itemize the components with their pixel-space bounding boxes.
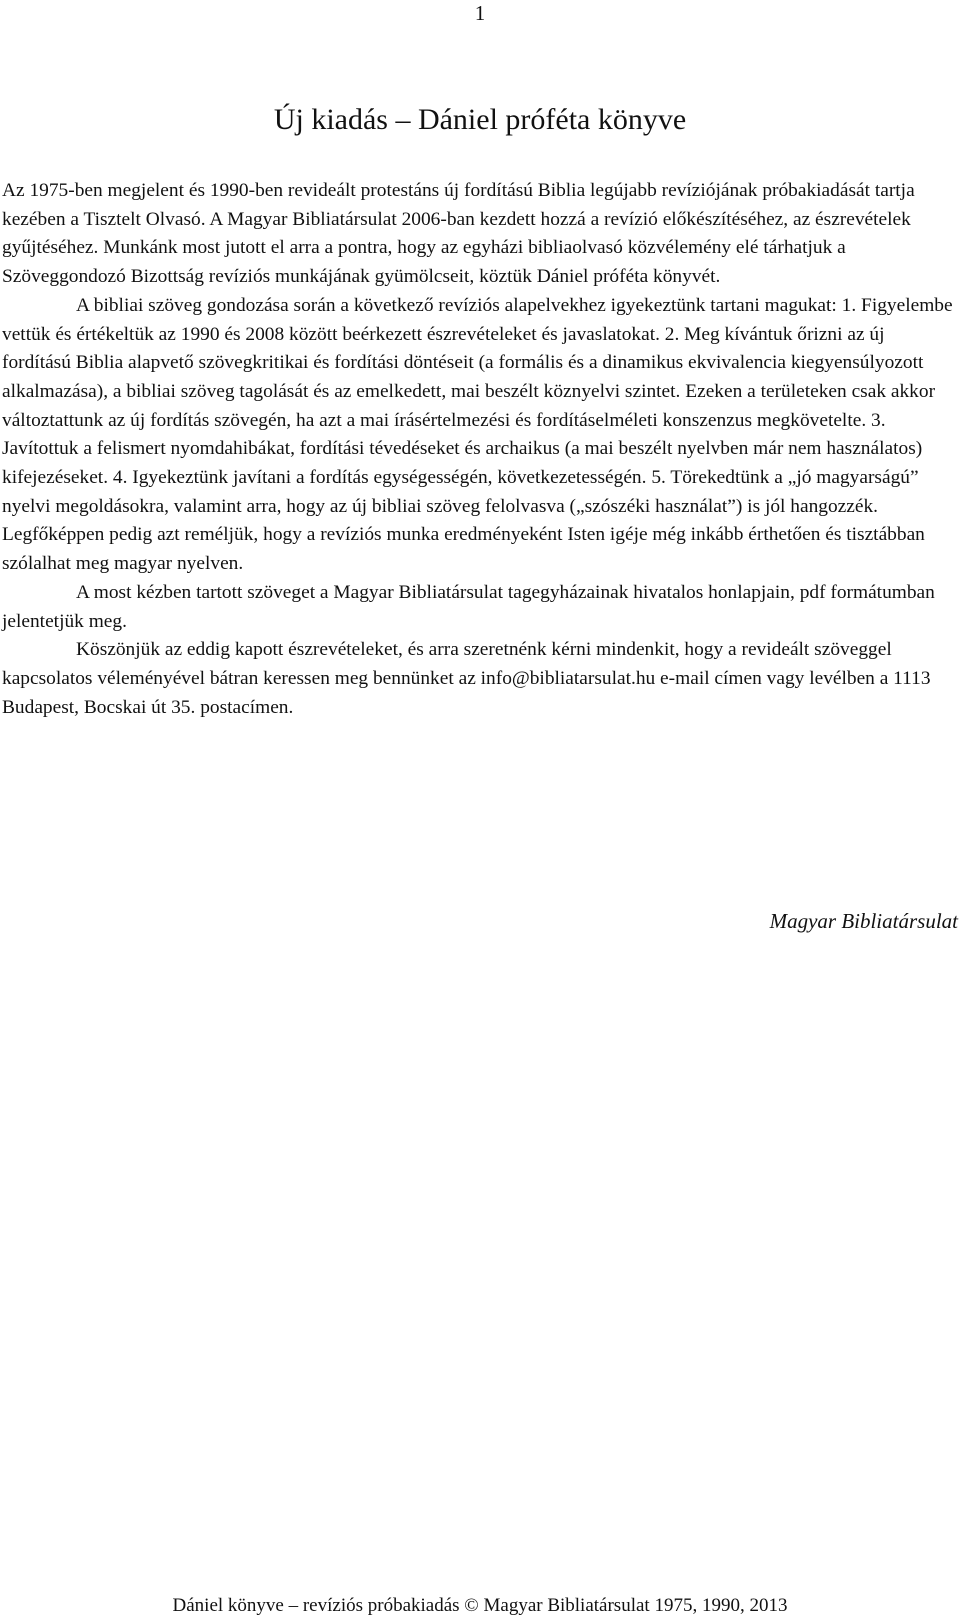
page-number: 1 (474, 1, 486, 25)
signature: Magyar Bibliatársulat (769, 909, 958, 933)
paragraph-principles: A bibliai szöveg gondozása során a következő revíziós alapelvekhez igyekeztünk tartani magukat: 1. Figyelembe vettük és értékeltük az 1990 és 2008 között beérkezett észrevételeket és javaslatokat. 2. Meg kívántuk őrizni az új fordítású Biblia alapvető szövegkritikai és fordítási döntéseit (a formális és a dinamikus ekvivalencia kiegyensúlyozott alkalmazása), a bibliai szöveg tagolását és az emelkedett, mai beszélt köznyelvi szintet. Ezeken a területeken csak akkor változtattunk az új fordítás szövegén, ha azt a mai írásértelmezési és fordításelméleti konszenzus megkövetelte. 3. Javítottuk a felismert nyomdahibákat, fordítási tévedéseket és archaikus (a mai beszélt nyelvben már nem használatos) kifejezéseket. 4. Igyekeztünk javítani a fordítás egységességén, következetességén. 5. Törekedtünk a „jó magyarságú” nyelvi megoldásokra, valamint arra, hogy az új bibliai szöveg felolvasva („szószéki használat”) is jól hangozzék. Legfőképpen pedig azt reméljük, hogy a revíziós munka eredményeként Isten igéje még inkább érthetően és tisztábban szólalhat meg magyar nyelven. (2, 294, 953, 575)
paragraph-publication: A most kézben tartott szöveget a Magyar Bibliatársulat tagegyházainak hivatalos honlapjain, pdf formátumban jelentetjük meg. (2, 581, 935, 632)
paragraph-thanks: Köszönjük az eddig kapott észrevételeket, és arra szeretnénk kérni mindenkit, hogy a revideált szöveggel kapcsolatos véleményével bátran keressen meg bennünket az info@bibliatarsulat.hu e-mail címen vagy levélben a 1113 Budapest, Bocskai út 35. postacímen. (2, 639, 931, 718)
page-footer: Dániel könyve – revíziós próbakiadás © Magyar Bibliatársulat 1975, 1990, 2013 (172, 1595, 788, 1616)
document-title: Új kiadás – Dániel próféta könyve (273, 103, 687, 136)
document-body (2, 177, 958, 722)
paragraph-intro: Az 1975-ben megjelent és 1990-ben revideált protestáns új fordítású Biblia legújabb revíziójának próbakiadását tartja kezében a Tisztelt Olvasó. A Magyar Bibliatársulat 2006-ban kezdett hozzá a revízió előkészítéséhez, az észrevételek gyűjtéséhez. Munkánk most jutott el arra a pontra, hogy az egyházi bibliaolvasó közvélemény elé tárhatjuk a Szöveggondozó Bizottság revíziós munkájának gyümölcseit, köztük Dániel próféta könyvét. (2, 180, 915, 288)
